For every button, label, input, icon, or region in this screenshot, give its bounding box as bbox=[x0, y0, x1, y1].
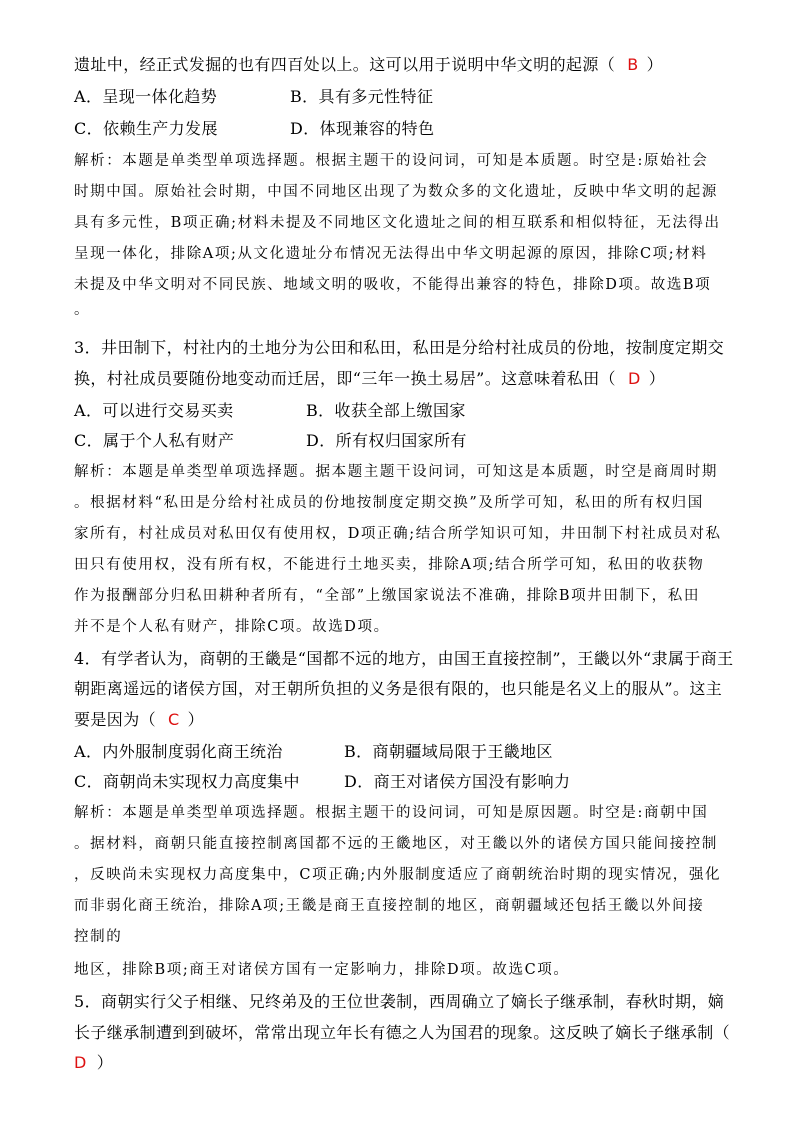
q3-answer: D bbox=[627, 369, 641, 388]
q4-explanation-line: ，反映尚未实现权力高度集中，C项正确;内外服制度适应了商朝统治时期的现实情况，强化 bbox=[74, 867, 722, 883]
q3-option-b: B．收获全部上缴国家 bbox=[306, 401, 466, 420]
q4-option-d: D．商王对诸侯方国没有影响力 bbox=[344, 772, 571, 791]
q3-stem-line: 3．井田制下，村社内的土地分为公田和私田，私田是分给村社成员的份地，按制度定期交 bbox=[74, 338, 725, 357]
q2-option-a: A．呈现一体化趋势 bbox=[74, 87, 218, 106]
q4-option-b: B．商朝疆域局限于王畿地区 bbox=[344, 742, 553, 761]
q3-explanation-line: 解析：本题是单类型单项选择题。据本题主题干设问词，可知这是本质题，时空是商周时期 bbox=[74, 464, 718, 480]
q5-stem-line: 5．商朝实行父子相继、兄终弟及的王位世袭制，西周确立了嫡长子继承制，春秋时期，嫡 bbox=[74, 992, 725, 1011]
q3-option-d: D．所有权归国家所有 bbox=[306, 431, 467, 450]
q4-explanation-line: 。据材料，商朝只能直接控制离国都不远的王畿地区，对王畿以外的诸侯方国只能间接控制 bbox=[74, 836, 718, 852]
q4-stem-line: 4．有学者认为，商朝的王畿是“国都不远的地方，由国王直接控制”，王畿以外“隶属于商王 bbox=[74, 649, 734, 668]
q5-stem-line: D ） bbox=[74, 1053, 114, 1072]
q4-option-c: C．商朝尚未实现权力高度集中 bbox=[74, 772, 300, 791]
q4-stem-line: 要是因为（ C ） bbox=[74, 710, 204, 729]
q2-option-b: B．具有多元性特征 bbox=[290, 87, 434, 106]
q2-explanation-line: 时期中国。原始社会时期，中国不同地区出现了为数众多的文化遗址，反映中华文明的起源 bbox=[74, 184, 718, 200]
q2-option-c: C．依赖生产力发展 bbox=[74, 119, 218, 138]
q4-explanation-line: 解析：本题是单类型单项选择题。根据主题干的设问词，可知是原因题。时空是:商朝中国 bbox=[74, 805, 709, 821]
q4-explanation-line: 地区，排除B项;商王对诸侯方国有一定影响力，排除D项。故选C项。 bbox=[74, 962, 570, 978]
q2-stem: 遗址中，经正式发掘的也有四百处以上。这可以用于说明中华文明的起源（ B ） bbox=[74, 55, 663, 74]
q3-option-c: C．属于个人私有财产 bbox=[74, 431, 235, 450]
q2-explanation-line: 未提及中华文明对不同民族、地域文明的吸收，不能得出兼容的特色，排除D项。故选B项 bbox=[74, 277, 712, 293]
q3-explanation-line: 田只有使用权，没有所有权，不能进行土地买卖，排除A项;结合所学可知，私田的收获物 bbox=[74, 557, 705, 573]
q3-explanation-line: 作为报酬部分归私田耕种者所有，“全部”上缴国家说法不准确，排除B项井田制下，私田 bbox=[74, 588, 700, 604]
q4-explanation-line: 控制的 bbox=[74, 929, 123, 945]
q4-answer: C bbox=[168, 710, 180, 729]
q2-explanation-line: 。 bbox=[74, 302, 91, 318]
q2-option-d: D．体现兼容的特色 bbox=[290, 119, 435, 138]
q3-explanation-line: 家所有，村社成员对私田仅有使用权，D项正确;结合所学知识可知，井田制下村社成员对私 bbox=[74, 526, 722, 542]
q3-explanation-line: 并不是个人私有财产，排除C项。故选D项。 bbox=[74, 619, 390, 635]
q2-explanation-line: 具有多元性，B项正确;材料未提及不同地区文化遗址之间的相互联系和相似特征，无法得出 bbox=[74, 215, 721, 231]
q3-stem-line: 换，村社成员要随份地变动而迁居，即“三年一换土易居”。这意味着私田（ D ） bbox=[74, 369, 666, 388]
q3-option-a: A．可以进行交易买卖 bbox=[74, 401, 234, 420]
q3-explanation-line: 。根据材料“私田是分给村社成员的份地按制度定期交换”及所学可知，私田的所有权归国 bbox=[74, 495, 704, 511]
q4-stem-line: 朝距离遥远的诸侯方国，对王朝所负担的义务是很有限的，也只能是名义上的服从”。这主 bbox=[74, 679, 723, 698]
q4-option-a: A．内外服制度弱化商王统治 bbox=[74, 742, 283, 761]
q5-stem-line: 长子继承制遭到到破坏，常常出现立年长有德之人为国君的现象。这反映了嫡长子继承制（ bbox=[74, 1023, 731, 1042]
q5-answer: D bbox=[74, 1053, 87, 1072]
q2-explanation-line: 解析：本题是单类型单项选择题。根据主题干的设问词，可知是本质题。时空是:原始社会 bbox=[74, 153, 709, 169]
q4-explanation-line: 而非弱化商王统治，排除A项;王畿是商王直接控制的地区，商朝疆域还包括王畿以外间接 bbox=[74, 898, 705, 914]
q2-explanation-line: 呈现一体化，排除A项;从文化遗址分布情况无法得出中华文明起源的原因，排除C项;材料 bbox=[74, 246, 708, 262]
q2-answer: B bbox=[627, 55, 639, 74]
